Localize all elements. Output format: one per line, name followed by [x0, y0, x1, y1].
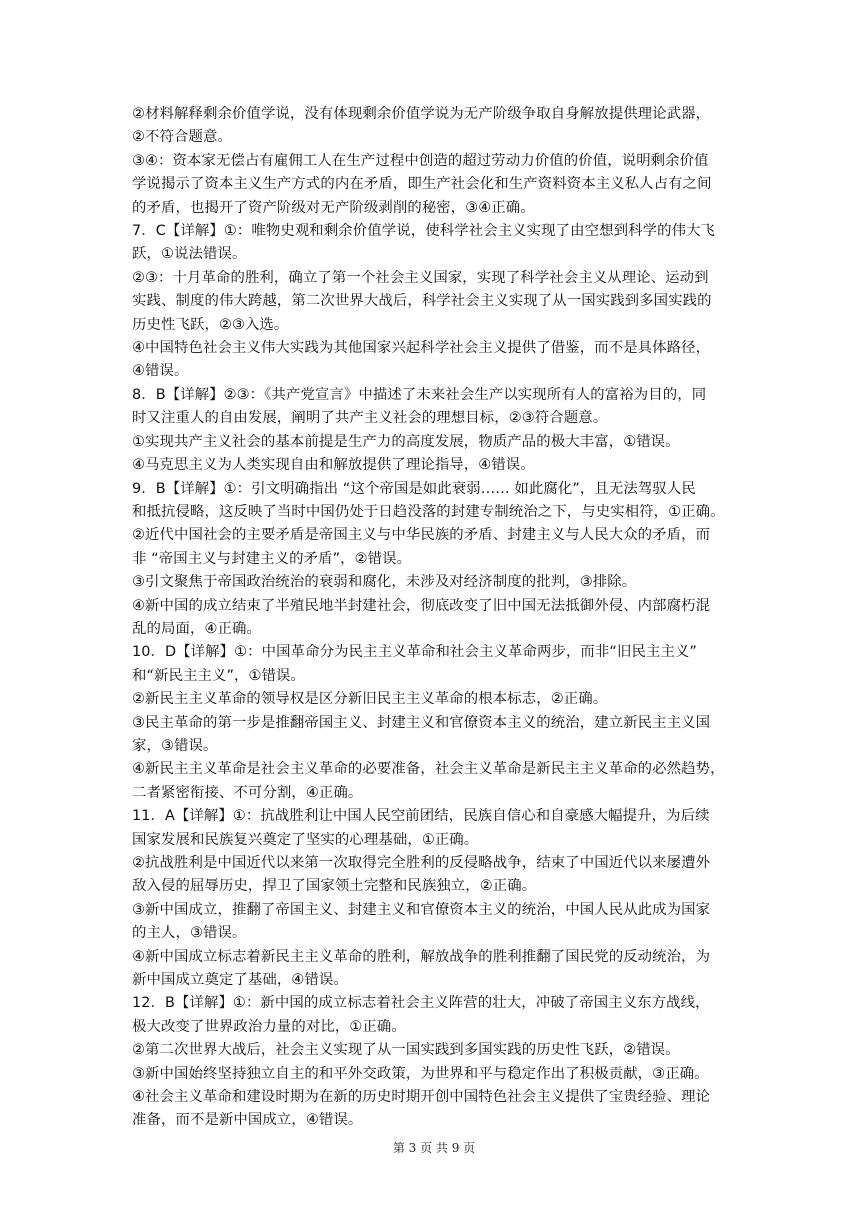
text-line: ④新中国成立标志着新民主主义革命的胜利，解放战争的胜利推翻了国民党的反动统治，为 [132, 948, 711, 965]
text-line: 学说揭示了资本主义生产方式的内在矛盾，即生产社会化和生产资料资本主义私人占有之间 [132, 176, 712, 193]
text-line: ③民主革命的第一步是推翻帝国主义、封建主义和官僚资本主义的统治，建立新民主主义国 [132, 714, 711, 731]
text-line: ③④：资本家无偿占有雇佣工人在生产过程中创造的超过劳动力价值的价值，说明剩余价值 [132, 152, 709, 169]
text-line: 9．B【详解】①：引文明确指出 “这个帝国是如此衰弱…… 如此腐化”，且无法驾驭人民 [132, 480, 696, 497]
text-line: ④中国特色社会主义伟大实践为其他国家兴起科学社会主义提供了借鉴，而不是具体路径， [132, 340, 711, 357]
text-line: 10．D【详解】①：中国革命分为民主主义革命和社会主义革命两步，而非“旧民主主义” [132, 644, 697, 661]
text-line: 二者紧密衔接、不可分割，④正确。 [132, 784, 363, 801]
text-line: ②不符合题意。 [132, 129, 232, 146]
text-line: 国家发展和民族复兴奠定了坚实的心理基础，①正确。 [132, 831, 479, 848]
text-line: ③新中国成立，推翻了帝国主义、封建主义和官僚资本主义的统治，中国人民从此成为国家 [132, 901, 711, 918]
text-line: 实践、制度的伟大跨越，第二次世界大战后，科学社会主义实现了从一国实践到多国实践的 [132, 293, 712, 310]
text-line: ④社会主义革命和建设时期为在新的历史时期开创中国特色社会主义提供了宝贵经验、理论 [132, 1089, 711, 1106]
text-line: ③新中国始终坚持独立自主的和平外交政策，为世界和平与稳定作出了积极贡献，③正确。 [132, 1065, 709, 1082]
text-line: 极大改变了世界政治力量的对比，①正确。 [132, 1018, 406, 1035]
text-line: 7．C【详解】①：唯物史观和剩余价值学说，使科学社会主义实现了由空想到科学的伟大飞 [132, 223, 716, 240]
text-line: ④新中国的成立结束了半殖民地半封建社会，彻底改变了旧中国无法抵御外侵、内部腐朽混 [132, 597, 711, 614]
text-line: 新中国成立奠定了基础，④错误。 [132, 972, 348, 989]
text-line: 时又注重人的自由发展，阐明了共产主义社会的理想目标，②③符合题意。 [132, 410, 608, 427]
text-line: 8．B【详解】②③：《共产党宣言》中描述了未来社会生产以实现所有人的富裕为目的，同 [132, 386, 707, 403]
text-line: ④马克思主义为人类实现自由和解放提供了理论指导，④错误。 [132, 457, 535, 474]
text-line: ③引文聚焦于帝国政治统治的衰弱和腐化，未涉及对经济制度的批判，③排除。 [132, 574, 637, 591]
text-line: ②材料解释剩余价值学说，没有体现剩余价值学说为无产阶级争取自身解放提供理论武器， [132, 106, 711, 122]
text-line: 和“新民主主义”，①错误。 [132, 667, 306, 684]
text-line: 12．B【详解】①：新中国的成立标志着社会主义阵营的壮大，冲破了帝国主义东方战线， [132, 995, 710, 1012]
text-line: 非 “帝国主义与封建主义的矛盾”，②错误。 [132, 550, 412, 567]
text-line: ②近代中国社会的主要矛盾是帝国主义与中华民族的矛盾、封建主义与人民大众的矛盾，而 [132, 527, 711, 544]
text-line: 家，③错误。 [132, 737, 218, 754]
text-line: 的矛盾，也揭开了资产阶级对无产阶级剥削的秘密，③④正确。 [132, 199, 535, 216]
page-number-footer: 第 3 页 共 9 页 [392, 1141, 476, 1155]
text-line: 准备，而不是新中国成立，④错误。 [132, 1112, 363, 1129]
text-line: ①实现共产主义社会的基本前提是生产力的高度发展，物质产品的极大丰富，①错误。 [132, 433, 680, 450]
text-line: ④新民主主义革命是社会主义革命的必要准备，社会主义革命是新民主主义革命的必然趋势， [132, 761, 725, 778]
text-line: ②抗战胜利是中国近代以来第一次取得完全胜利的反侵略战争，结束了中国近代以来屡遭外 [132, 855, 711, 871]
text-line: 11．A【详解】①：抗战胜利让中国人民空前团结，民族自信心和自豪感大幅提升，为后续 [132, 808, 710, 825]
text-line: 历史性飞跃，②③入选。 [132, 316, 289, 333]
text-line: 敌入侵的屈辱历史，捍卫了国家领土完整和民族独立，②正确。 [132, 878, 537, 895]
text-line: 的主人，③错误。 [132, 925, 247, 942]
answer-explanations [132, 103, 744, 1133]
text-line: ②第二次世界大战后，社会主义实现了从一国实践到多国实践的历史性飞跃，②错误。 [132, 1042, 680, 1059]
text-line: ②新民主主义革命的领导权是区分新旧民主主义革命的根本标志，②正确。 [132, 691, 608, 708]
text-line: ④错误。 [132, 363, 189, 380]
text-line: 和抵抗侵略，这反映了当时中国仍处于日趋没落的封建专制统治之下，与史实相符，①正确。 [132, 503, 725, 520]
text-line: 乱的局面，④正确。 [132, 620, 261, 637]
text-line: ②③：十月革命的胜利，确立了第一个社会主义国家，实现了科学社会主义从理论、运动到 [132, 269, 709, 286]
text-line: 跃，①说法错误。 [132, 246, 247, 263]
